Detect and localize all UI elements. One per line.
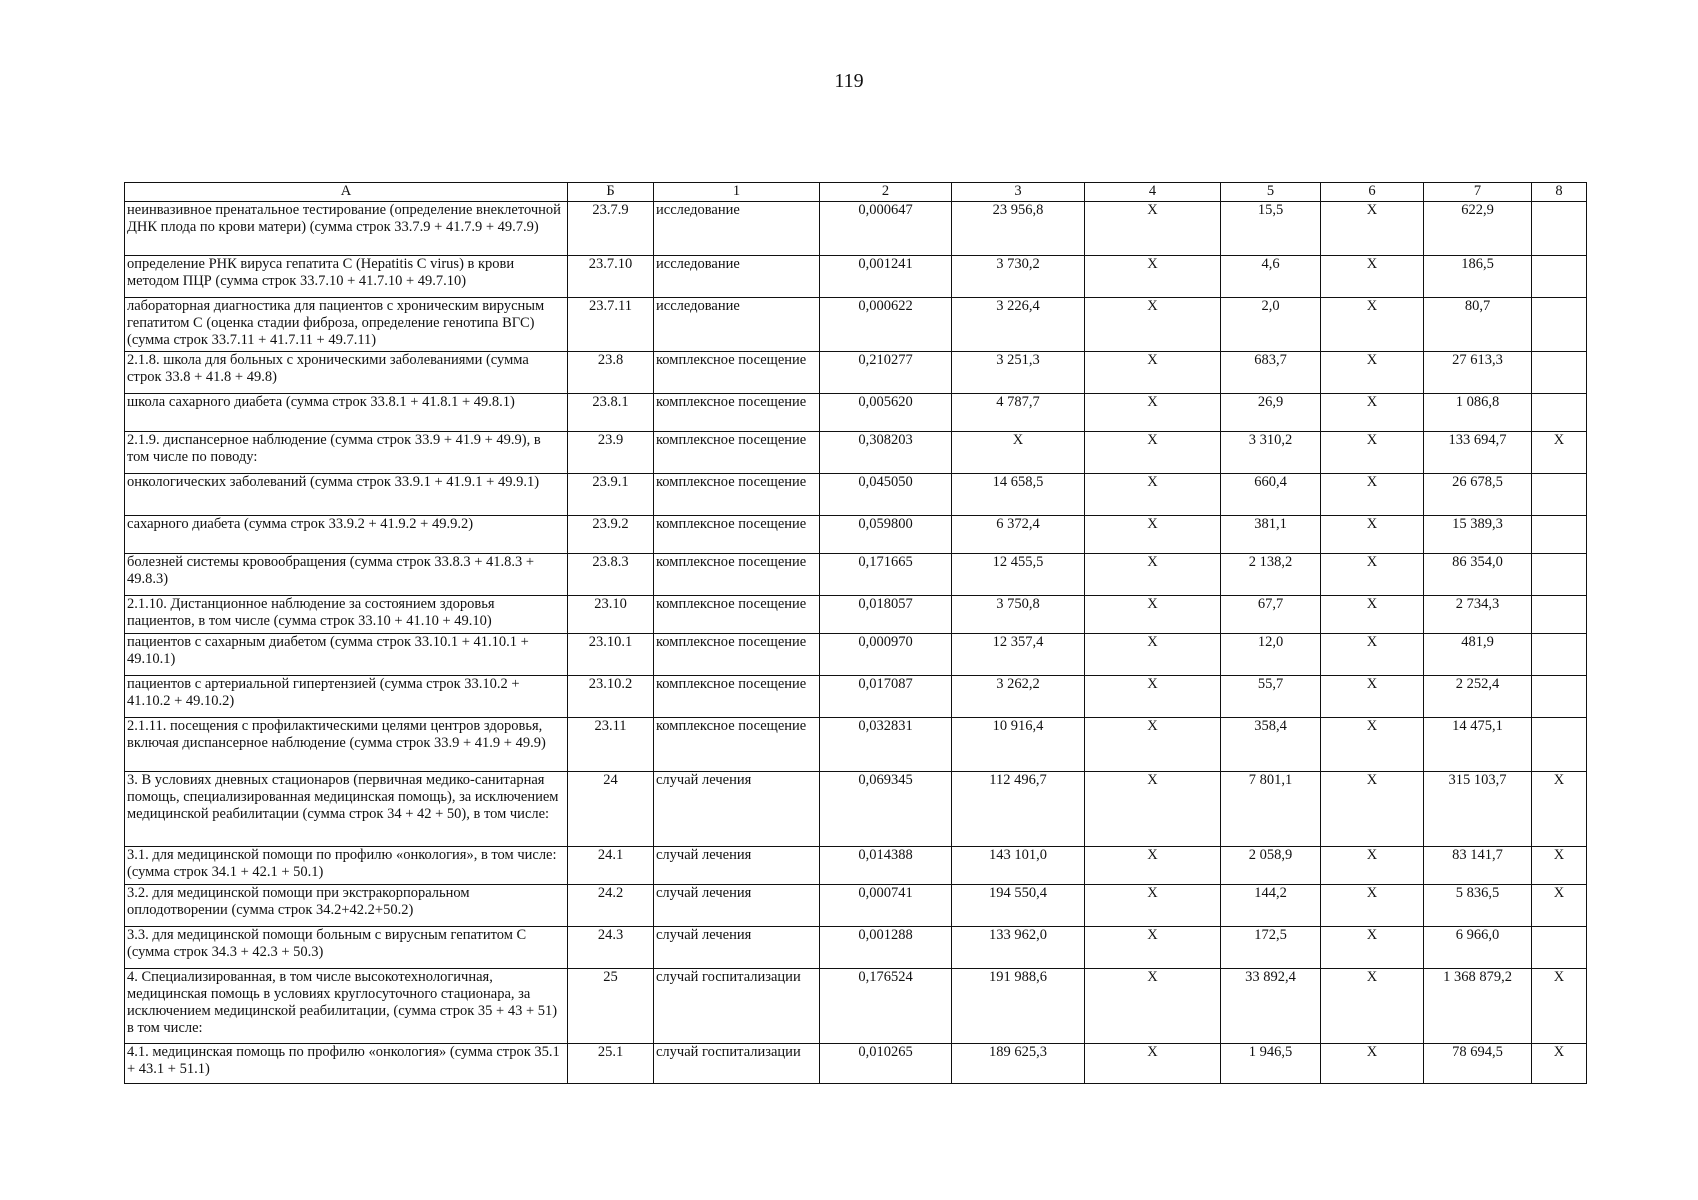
row-unit-cell: случай лечения <box>654 847 820 885</box>
col5-cell: 33 892,4 <box>1221 969 1321 1044</box>
row-name-cell: сахарного диабета (сумма строк 33.9.2 + 41.9.2 + 49.9.2) <box>125 516 568 554</box>
header-cell: 7 <box>1424 183 1532 202</box>
row-unit-cell: исследование <box>654 298 820 352</box>
col8-cell <box>1532 256 1587 298</box>
col6-cell: Х <box>1321 885 1424 927</box>
row-code-cell: 23.8.3 <box>568 554 654 596</box>
col4-cell: Х <box>1085 298 1221 352</box>
header-row <box>125 183 1587 202</box>
table-row <box>125 596 1587 634</box>
row-name-cell: 3.2. для медицинской помощи при экстракорпоральном оплодотворении (сумма строк 34.2+42.2+50.2) <box>125 885 568 927</box>
row-code-cell: 23.9.2 <box>568 516 654 554</box>
table-row <box>125 474 1587 516</box>
data-table <box>124 182 1587 1084</box>
col4-cell: Х <box>1085 969 1221 1044</box>
row-unit-cell: случай госпитализации <box>654 1044 820 1084</box>
row-name-cell: определение РНК вируса гепатита С (Hepatitis C virus) в крови методом ПЦР (сумма строк 33.7.10 + 41.7.10 + 49.7.10) <box>125 256 568 298</box>
col3-cell: 4 787,7 <box>952 394 1085 432</box>
col6-cell: Х <box>1321 432 1424 474</box>
header-cell: 5 <box>1221 183 1321 202</box>
row-code-cell: 24 <box>568 772 654 847</box>
col8-cell <box>1532 554 1587 596</box>
col7-cell: 86 354,0 <box>1424 554 1532 596</box>
col6-cell: Х <box>1321 554 1424 596</box>
col5-cell: 3 310,2 <box>1221 432 1321 474</box>
row-unit-cell: исследование <box>654 256 820 298</box>
row-name-cell: 3. В условиях дневных стационаров (первичная медико-санитарная помощь, специализированная медицинская помощь), за исключением медицинской реабилитации (сумма строк 34 + 42 + 50), в том числе: <box>125 772 568 847</box>
col4-cell: Х <box>1085 432 1221 474</box>
table-row <box>125 516 1587 554</box>
col5-cell: 358,4 <box>1221 718 1321 772</box>
col4-cell: Х <box>1085 927 1221 969</box>
row-unit-cell: комплексное посещение <box>654 516 820 554</box>
row-name-cell: 4. Специализированная, в том числе высокотехнологичная, медицинская помощь в условиях круглосуточного стационара, за исключением медицинской реабилитации, (сумма строк 35 + 43 + 51) в том числе: <box>125 969 568 1044</box>
row-unit-cell: случай лечения <box>654 927 820 969</box>
col7-cell: 2 252,4 <box>1424 676 1532 718</box>
col3-cell: 112 496,7 <box>952 772 1085 847</box>
col6-cell: Х <box>1321 772 1424 847</box>
table-row <box>125 772 1587 847</box>
col2-cell: 0,069345 <box>820 772 952 847</box>
table-row <box>125 676 1587 718</box>
col4-cell: Х <box>1085 772 1221 847</box>
col2-cell: 0,045050 <box>820 474 952 516</box>
col2-cell: 0,005620 <box>820 394 952 432</box>
col2-cell: 0,176524 <box>820 969 952 1044</box>
col6-cell: Х <box>1321 676 1424 718</box>
table-row <box>125 256 1587 298</box>
col2-cell: 0,210277 <box>820 352 952 394</box>
col3-cell: 3 251,3 <box>952 352 1085 394</box>
col8-cell <box>1532 202 1587 256</box>
row-code-cell: 23.7.10 <box>568 256 654 298</box>
col7-cell: 6 966,0 <box>1424 927 1532 969</box>
table-row <box>125 298 1587 352</box>
col6-cell: Х <box>1321 516 1424 554</box>
col2-cell: 0,308203 <box>820 432 952 474</box>
col2-cell: 0,001241 <box>820 256 952 298</box>
col6-cell: Х <box>1321 847 1424 885</box>
row-name-cell: 3.3. для медицинской помощи больным с вирусным гепатитом С (сумма строк 34.3 + 42.3 + 50.3) <box>125 927 568 969</box>
row-name-cell: неинвазивное пренатальное тестирование (определение внеклеточной ДНК плода по крови матери) (сумма строк 33.7.9 + 41.7.9 + 49.7.9) <box>125 202 568 256</box>
col4-cell: Х <box>1085 634 1221 676</box>
table-row <box>125 394 1587 432</box>
row-unit-cell: комплексное посещение <box>654 718 820 772</box>
col5-cell: 660,4 <box>1221 474 1321 516</box>
col7-cell: 83 141,7 <box>1424 847 1532 885</box>
col8-cell <box>1532 676 1587 718</box>
col6-cell: Х <box>1321 298 1424 352</box>
col8-cell: Х <box>1532 847 1587 885</box>
row-unit-cell: комплексное посещение <box>654 676 820 718</box>
col4-cell: Х <box>1085 885 1221 927</box>
col2-cell: 0,032831 <box>820 718 952 772</box>
table-row <box>125 554 1587 596</box>
col2-cell: 0,171665 <box>820 554 952 596</box>
col8-cell: Х <box>1532 885 1587 927</box>
header-cell: А <box>125 183 568 202</box>
col7-cell: 315 103,7 <box>1424 772 1532 847</box>
col7-cell: 622,9 <box>1424 202 1532 256</box>
col4-cell: Х <box>1085 202 1221 256</box>
col7-cell: 78 694,5 <box>1424 1044 1532 1084</box>
col3-cell: 189 625,3 <box>952 1044 1085 1084</box>
col6-cell: Х <box>1321 394 1424 432</box>
col3-cell: 191 988,6 <box>952 969 1085 1044</box>
row-name-cell: 3.1. для медицинской помощи по профилю «онкология», в том числе: (сумма строк 34.1 + 42.1 + 50.1) <box>125 847 568 885</box>
col5-cell: 144,2 <box>1221 885 1321 927</box>
row-name-cell: лабораторная диагностика для пациентов с хроническим вирусным гепатитом С (оценка стадии фиброза, определение генотипа ВГС) (сумма строк 33.7.11 + 41.7.11 + 49.7.11) <box>125 298 568 352</box>
col3-cell: 6 372,4 <box>952 516 1085 554</box>
table-row <box>125 847 1587 885</box>
col7-cell: 133 694,7 <box>1424 432 1532 474</box>
col3-cell: 10 916,4 <box>952 718 1085 772</box>
col4-cell: Х <box>1085 352 1221 394</box>
row-unit-cell: исследование <box>654 202 820 256</box>
row-code-cell: 23.10 <box>568 596 654 634</box>
row-name-cell: болезней системы кровообращения (сумма строк 33.8.3 + 41.8.3 + 49.8.3) <box>125 554 568 596</box>
row-unit-cell: комплексное посещение <box>654 474 820 516</box>
col5-cell: 172,5 <box>1221 927 1321 969</box>
table-row <box>125 927 1587 969</box>
col5-cell: 2,0 <box>1221 298 1321 352</box>
col5-cell: 381,1 <box>1221 516 1321 554</box>
col5-cell: 67,7 <box>1221 596 1321 634</box>
header-cell: 2 <box>820 183 952 202</box>
col5-cell: 683,7 <box>1221 352 1321 394</box>
col2-cell: 0,014388 <box>820 847 952 885</box>
col8-cell <box>1532 352 1587 394</box>
row-unit-cell: комплексное посещение <box>654 352 820 394</box>
col7-cell: 26 678,5 <box>1424 474 1532 516</box>
col8-cell: Х <box>1532 772 1587 847</box>
row-code-cell: 24.3 <box>568 927 654 969</box>
col6-cell: Х <box>1321 969 1424 1044</box>
col5-cell: 4,6 <box>1221 256 1321 298</box>
col4-cell: Х <box>1085 847 1221 885</box>
row-code-cell: 23.8.1 <box>568 394 654 432</box>
col3-cell: 12 455,5 <box>952 554 1085 596</box>
row-unit-cell: комплексное посещение <box>654 634 820 676</box>
col4-cell: Х <box>1085 718 1221 772</box>
col5-cell: 2 138,2 <box>1221 554 1321 596</box>
col7-cell: 27 613,3 <box>1424 352 1532 394</box>
col6-cell: Х <box>1321 634 1424 676</box>
col8-cell: Х <box>1532 969 1587 1044</box>
col7-cell: 15 389,3 <box>1424 516 1532 554</box>
col2-cell: 0,000741 <box>820 885 952 927</box>
row-code-cell: 23.7.11 <box>568 298 654 352</box>
col7-cell: 14 475,1 <box>1424 718 1532 772</box>
row-code-cell: 23.10.1 <box>568 634 654 676</box>
col7-cell: 80,7 <box>1424 298 1532 352</box>
table-row <box>125 202 1587 256</box>
col6-cell: Х <box>1321 596 1424 634</box>
col4-cell: Х <box>1085 516 1221 554</box>
col4-cell: Х <box>1085 596 1221 634</box>
col2-cell: 0,001288 <box>820 927 952 969</box>
col7-cell: 1 086,8 <box>1424 394 1532 432</box>
col5-cell: 2 058,9 <box>1221 847 1321 885</box>
col2-cell: 0,059800 <box>820 516 952 554</box>
col3-cell: 23 956,8 <box>952 202 1085 256</box>
row-code-cell: 23.11 <box>568 718 654 772</box>
header-cell: Б <box>568 183 654 202</box>
col8-cell <box>1532 516 1587 554</box>
col7-cell: 186,5 <box>1424 256 1532 298</box>
col5-cell: 12,0 <box>1221 634 1321 676</box>
row-name-cell: пациентов с сахарным диабетом (сумма строк 33.10.1 + 41.10.1 + 49.10.1) <box>125 634 568 676</box>
col5-cell: 26,9 <box>1221 394 1321 432</box>
row-unit-cell: случай лечения <box>654 885 820 927</box>
row-unit-cell: комплексное посещение <box>654 596 820 634</box>
table-row <box>125 1044 1587 1084</box>
row-name-cell: школа сахарного диабета (сумма строк 33.8.1 + 41.8.1 + 49.8.1) <box>125 394 568 432</box>
row-code-cell: 23.7.9 <box>568 202 654 256</box>
col7-cell: 2 734,3 <box>1424 596 1532 634</box>
row-unit-cell: случай госпитализации <box>654 969 820 1044</box>
col7-cell: 481,9 <box>1424 634 1532 676</box>
col8-cell <box>1532 298 1587 352</box>
col2-cell: 0,018057 <box>820 596 952 634</box>
col5-cell: 1 946,5 <box>1221 1044 1321 1084</box>
col3-cell: Х <box>952 432 1085 474</box>
header-cell: 4 <box>1085 183 1221 202</box>
row-code-cell: 25.1 <box>568 1044 654 1084</box>
header-cell: 6 <box>1321 183 1424 202</box>
table-row <box>125 969 1587 1044</box>
col5-cell: 15,5 <box>1221 202 1321 256</box>
row-name-cell: 2.1.10. Дистанционное наблюдение за состоянием здоровья пациентов, в том числе (сумма строк 33.10 + 41.10 + 49.10) <box>125 596 568 634</box>
row-unit-cell: комплексное посещение <box>654 554 820 596</box>
col2-cell: 0,000970 <box>820 634 952 676</box>
col6-cell: Х <box>1321 927 1424 969</box>
row-unit-cell: случай лечения <box>654 772 820 847</box>
col6-cell: Х <box>1321 352 1424 394</box>
row-name-cell: 2.1.8. школа для больных с хроническими заболеваниями (сумма строк 33.8 + 41.8 + 49.8) <box>125 352 568 394</box>
col4-cell: Х <box>1085 1044 1221 1084</box>
col8-cell: Х <box>1532 1044 1587 1084</box>
col3-cell: 3 730,2 <box>952 256 1085 298</box>
row-unit-cell: комплексное посещение <box>654 394 820 432</box>
col6-cell: Х <box>1321 474 1424 516</box>
row-code-cell: 24.2 <box>568 885 654 927</box>
row-code-cell: 23.9.1 <box>568 474 654 516</box>
row-code-cell: 23.8 <box>568 352 654 394</box>
col4-cell: Х <box>1085 256 1221 298</box>
col7-cell: 1 368 879,2 <box>1424 969 1532 1044</box>
col8-cell: Х <box>1532 432 1587 474</box>
col6-cell: Х <box>1321 256 1424 298</box>
row-code-cell: 25 <box>568 969 654 1044</box>
col2-cell: 0,010265 <box>820 1044 952 1084</box>
col2-cell: 0,000622 <box>820 298 952 352</box>
row-name-cell: 4.1. медицинская помощь по профилю «онкология» (сумма строк 35.1 + 43.1 + 51.1) <box>125 1044 568 1084</box>
table-row <box>125 718 1587 772</box>
col3-cell: 3 226,4 <box>952 298 1085 352</box>
col8-cell <box>1532 718 1587 772</box>
row-name-cell: пациентов с артериальной гипертензией (сумма строк 33.10.2 + 41.10.2 + 49.10.2) <box>125 676 568 718</box>
row-unit-cell: комплексное посещение <box>654 432 820 474</box>
col4-cell: Х <box>1085 474 1221 516</box>
col5-cell: 7 801,1 <box>1221 772 1321 847</box>
header-cell: 1 <box>654 183 820 202</box>
col3-cell: 143 101,0 <box>952 847 1085 885</box>
col8-cell <box>1532 474 1587 516</box>
col8-cell <box>1532 634 1587 676</box>
row-name-cell: онкологических заболеваний (сумма строк 33.9.1 + 41.9.1 + 49.9.1) <box>125 474 568 516</box>
col4-cell: Х <box>1085 394 1221 432</box>
col6-cell: Х <box>1321 202 1424 256</box>
col3-cell: 133 962,0 <box>952 927 1085 969</box>
col6-cell: Х <box>1321 718 1424 772</box>
table-row <box>125 432 1587 474</box>
col4-cell: Х <box>1085 676 1221 718</box>
row-name-cell: 2.1.11. посещения с профилактическими целями центров здоровья, включая диспансерное наблюдение (сумма строк 33.9 + 41.9 + 49.9) <box>125 718 568 772</box>
col5-cell: 55,7 <box>1221 676 1321 718</box>
col3-cell: 14 658,5 <box>952 474 1085 516</box>
col3-cell: 194 550,4 <box>952 885 1085 927</box>
header-cell: 8 <box>1532 183 1587 202</box>
col4-cell: Х <box>1085 554 1221 596</box>
table-row <box>125 885 1587 927</box>
col2-cell: 0,017087 <box>820 676 952 718</box>
col8-cell <box>1532 927 1587 969</box>
col7-cell: 5 836,5 <box>1424 885 1532 927</box>
row-code-cell: 23.9 <box>568 432 654 474</box>
header-cell: 3 <box>952 183 1085 202</box>
col3-cell: 12 357,4 <box>952 634 1085 676</box>
table-row <box>125 352 1587 394</box>
page-number: 119 <box>834 70 864 92</box>
row-code-cell: 23.10.2 <box>568 676 654 718</box>
col3-cell: 3 750,8 <box>952 596 1085 634</box>
col8-cell <box>1532 394 1587 432</box>
row-name-cell: 2.1.9. диспансерное наблюдение (сумма строк 33.9 + 41.9 + 49.9), в том числе по поводу: <box>125 432 568 474</box>
col3-cell: 3 262,2 <box>952 676 1085 718</box>
col2-cell: 0,000647 <box>820 202 952 256</box>
col8-cell <box>1532 596 1587 634</box>
col6-cell: Х <box>1321 1044 1424 1084</box>
row-code-cell: 24.1 <box>568 847 654 885</box>
table-row <box>125 634 1587 676</box>
